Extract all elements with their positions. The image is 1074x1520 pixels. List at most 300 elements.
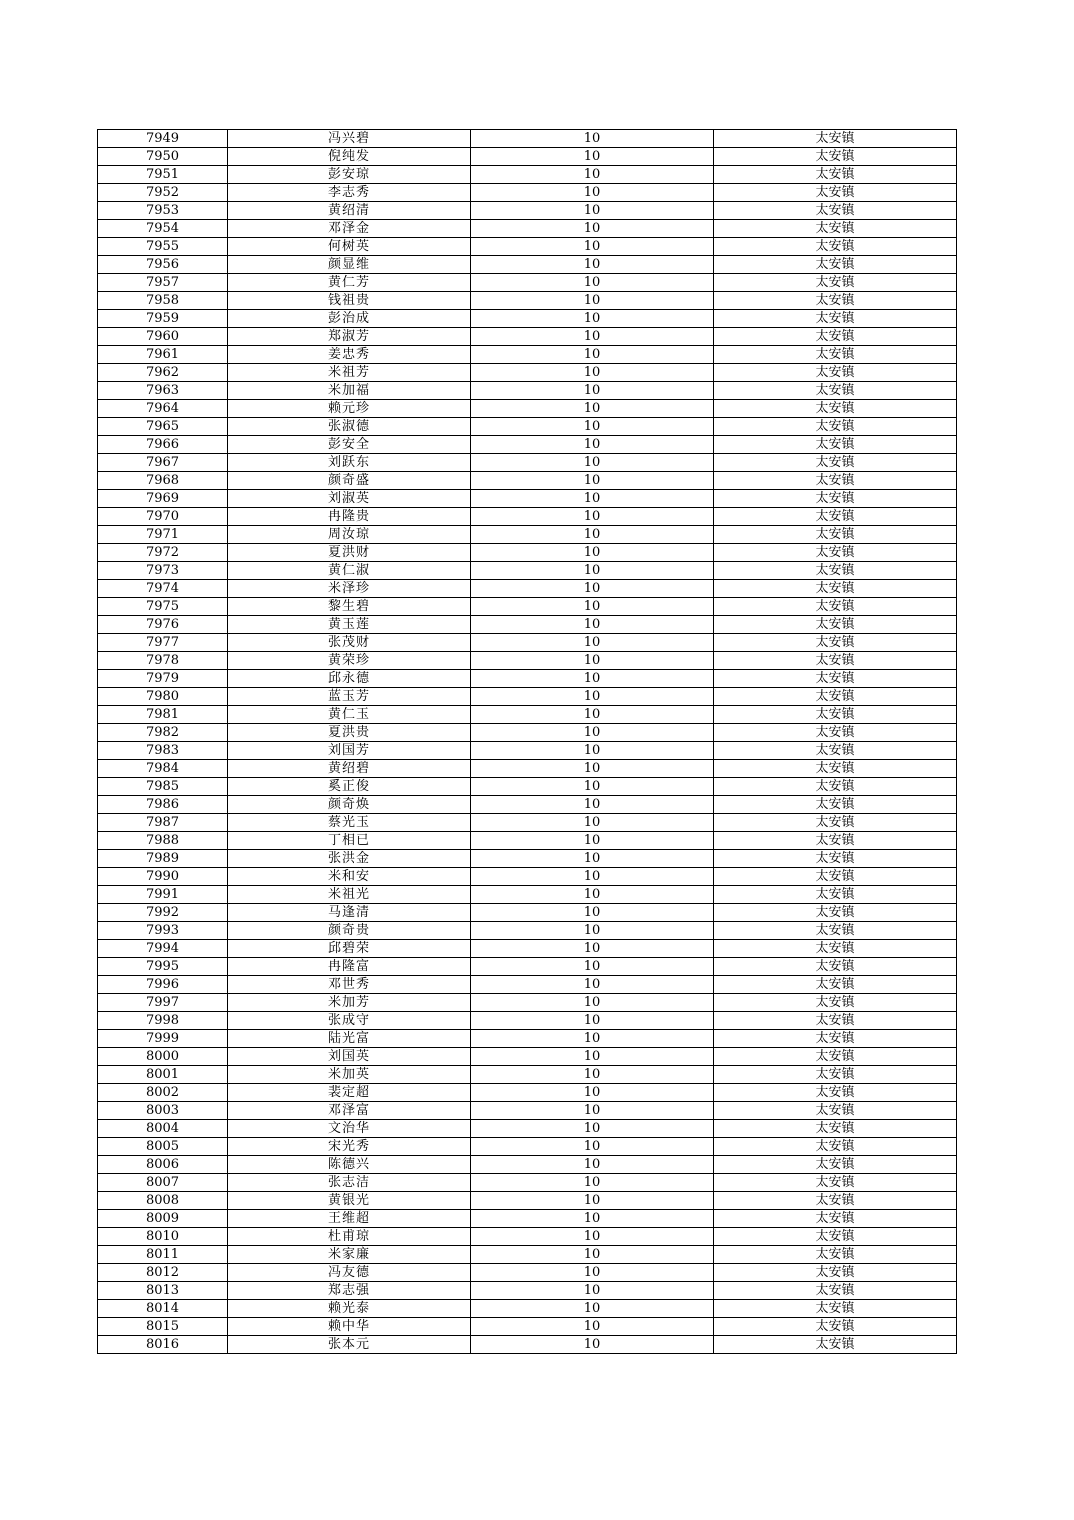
amount-cell: 10 <box>471 238 714 256</box>
person-name-cell: 颜奇焕 <box>228 796 471 814</box>
town-cell: 太安镇 <box>714 1102 957 1120</box>
amount-cell: 10 <box>471 292 714 310</box>
town-cell: 太安镇 <box>714 1048 957 1066</box>
table-row <box>98 436 957 454</box>
table-row <box>98 1048 957 1066</box>
amount-cell: 10 <box>471 1228 714 1246</box>
person-name-cell: 冉隆富 <box>228 958 471 976</box>
amount-cell: 10 <box>471 670 714 688</box>
amount-cell: 10 <box>471 994 714 1012</box>
town-cell: 太安镇 <box>714 796 957 814</box>
row-number-cell: 8006 <box>98 1156 228 1174</box>
person-name-cell: 米祖芳 <box>228 364 471 382</box>
amount-cell: 10 <box>471 418 714 436</box>
row-number-cell: 7974 <box>98 580 228 598</box>
row-number-cell: 8010 <box>98 1228 228 1246</box>
amount-cell: 10 <box>471 202 714 220</box>
town-cell: 太安镇 <box>714 724 957 742</box>
town-cell: 太安镇 <box>714 202 957 220</box>
town-cell: 太安镇 <box>714 1120 957 1138</box>
town-cell: 太安镇 <box>714 1066 957 1084</box>
table-row <box>98 760 957 778</box>
row-number-cell: 7965 <box>98 418 228 436</box>
row-number-cell: 7987 <box>98 814 228 832</box>
person-name-cell: 黄仁玉 <box>228 706 471 724</box>
person-name-cell: 刘跃东 <box>228 454 471 472</box>
table-row <box>98 1336 957 1354</box>
amount-cell: 10 <box>471 382 714 400</box>
person-name-cell: 张成守 <box>228 1012 471 1030</box>
amount-cell: 10 <box>471 562 714 580</box>
row-number-cell: 7975 <box>98 598 228 616</box>
town-cell: 太安镇 <box>714 1138 957 1156</box>
person-name-cell: 黄仁淑 <box>228 562 471 580</box>
row-number-cell: 7966 <box>98 436 228 454</box>
town-cell: 太安镇 <box>714 1282 957 1300</box>
row-number-cell: 7952 <box>98 184 228 202</box>
person-name-cell: 邓泽金 <box>228 220 471 238</box>
row-number-cell: 7971 <box>98 526 228 544</box>
amount-cell: 10 <box>471 1174 714 1192</box>
table-row <box>98 274 957 292</box>
table-row <box>98 1102 957 1120</box>
table-row <box>98 1282 957 1300</box>
town-cell: 太安镇 <box>714 652 957 670</box>
table-row <box>98 1030 957 1048</box>
row-number-cell: 7976 <box>98 616 228 634</box>
person-name-cell: 张本元 <box>228 1336 471 1354</box>
person-name-cell: 邱碧荣 <box>228 940 471 958</box>
town-cell: 太安镇 <box>714 418 957 436</box>
person-name-cell: 夏洪贵 <box>228 724 471 742</box>
town-cell: 太安镇 <box>714 184 957 202</box>
row-number-cell: 7978 <box>98 652 228 670</box>
person-name-cell: 王维超 <box>228 1210 471 1228</box>
table-row <box>98 202 957 220</box>
row-number-cell: 7967 <box>98 454 228 472</box>
roster-table-body <box>98 130 957 1354</box>
town-cell: 太安镇 <box>714 166 957 184</box>
person-name-cell: 钱祖贵 <box>228 292 471 310</box>
person-name-cell: 郑淑芳 <box>228 328 471 346</box>
amount-cell: 10 <box>471 1246 714 1264</box>
town-cell: 太安镇 <box>714 292 957 310</box>
row-number-cell: 7996 <box>98 976 228 994</box>
town-cell: 太安镇 <box>714 1084 957 1102</box>
row-number-cell: 7979 <box>98 670 228 688</box>
person-name-cell: 米加福 <box>228 382 471 400</box>
amount-cell: 10 <box>471 1012 714 1030</box>
person-name-cell: 裴定超 <box>228 1084 471 1102</box>
row-number-cell: 7950 <box>98 148 228 166</box>
row-number-cell: 7953 <box>98 202 228 220</box>
amount-cell: 10 <box>471 346 714 364</box>
table-row <box>98 1120 957 1138</box>
row-number-cell: 7980 <box>98 688 228 706</box>
person-name-cell: 姜忠秀 <box>228 346 471 364</box>
row-number-cell: 8000 <box>98 1048 228 1066</box>
row-number-cell: 7957 <box>98 274 228 292</box>
town-cell: 太安镇 <box>714 490 957 508</box>
table-row <box>98 814 957 832</box>
town-cell: 太安镇 <box>714 760 957 778</box>
row-number-cell: 7973 <box>98 562 228 580</box>
table-row <box>98 544 957 562</box>
town-cell: 太安镇 <box>714 454 957 472</box>
town-cell: 太安镇 <box>714 346 957 364</box>
row-number-cell: 8007 <box>98 1174 228 1192</box>
town-cell: 太安镇 <box>714 1318 957 1336</box>
person-name-cell: 米家廉 <box>228 1246 471 1264</box>
table-row <box>98 310 957 328</box>
row-number-cell: 7961 <box>98 346 228 364</box>
person-name-cell: 黄荣珍 <box>228 652 471 670</box>
row-number-cell: 7960 <box>98 328 228 346</box>
person-name-cell: 彭治成 <box>228 310 471 328</box>
town-cell: 太安镇 <box>714 868 957 886</box>
amount-cell: 10 <box>471 1138 714 1156</box>
town-cell: 太安镇 <box>714 778 957 796</box>
table-row <box>98 400 957 418</box>
person-name-cell: 张淑德 <box>228 418 471 436</box>
row-number-cell: 7955 <box>98 238 228 256</box>
table-row <box>98 958 957 976</box>
town-cell: 太安镇 <box>714 436 957 454</box>
table-row <box>98 904 957 922</box>
amount-cell: 10 <box>471 148 714 166</box>
table-row <box>98 1156 957 1174</box>
town-cell: 太安镇 <box>714 670 957 688</box>
table-row <box>98 472 957 490</box>
amount-cell: 10 <box>471 1048 714 1066</box>
row-number-cell: 7963 <box>98 382 228 400</box>
amount-cell: 10 <box>471 688 714 706</box>
amount-cell: 10 <box>471 1084 714 1102</box>
town-cell: 太安镇 <box>714 400 957 418</box>
table-row <box>98 886 957 904</box>
table-row <box>98 1264 957 1282</box>
row-number-cell: 7983 <box>98 742 228 760</box>
table-row <box>98 1084 957 1102</box>
table-row <box>98 850 957 868</box>
person-name-cell: 彭安琼 <box>228 166 471 184</box>
table-row <box>98 490 957 508</box>
table-row <box>98 292 957 310</box>
table-row <box>98 1012 957 1030</box>
person-name-cell: 宋光秀 <box>228 1138 471 1156</box>
person-name-cell: 黄仁芳 <box>228 274 471 292</box>
person-name-cell: 冯兴碧 <box>228 130 471 148</box>
person-name-cell: 赖中华 <box>228 1318 471 1336</box>
person-name-cell: 颜显维 <box>228 256 471 274</box>
town-cell: 太安镇 <box>714 472 957 490</box>
amount-cell: 10 <box>471 958 714 976</box>
amount-cell: 10 <box>471 616 714 634</box>
town-cell: 太安镇 <box>714 742 957 760</box>
row-number-cell: 7988 <box>98 832 228 850</box>
amount-cell: 10 <box>471 580 714 598</box>
person-name-cell: 米加英 <box>228 1066 471 1084</box>
person-name-cell: 奚正俊 <box>228 778 471 796</box>
town-cell: 太安镇 <box>714 1174 957 1192</box>
person-name-cell: 蓝玉芳 <box>228 688 471 706</box>
amount-cell: 10 <box>471 328 714 346</box>
person-name-cell: 颜奇贵 <box>228 922 471 940</box>
town-cell: 太安镇 <box>714 544 957 562</box>
amount-cell: 10 <box>471 544 714 562</box>
table-row <box>98 526 957 544</box>
table-row <box>98 364 957 382</box>
row-number-cell: 7984 <box>98 760 228 778</box>
table-row <box>98 328 957 346</box>
table-row <box>98 634 957 652</box>
amount-cell: 10 <box>471 1156 714 1174</box>
town-cell: 太安镇 <box>714 526 957 544</box>
row-number-cell: 8012 <box>98 1264 228 1282</box>
town-cell: 太安镇 <box>714 364 957 382</box>
table-row <box>98 562 957 580</box>
table-row <box>98 1246 957 1264</box>
table-row <box>98 796 957 814</box>
amount-cell: 10 <box>471 778 714 796</box>
row-number-cell: 7964 <box>98 400 228 418</box>
row-number-cell: 7998 <box>98 1012 228 1030</box>
row-number-cell: 7989 <box>98 850 228 868</box>
amount-cell: 10 <box>471 760 714 778</box>
amount-cell: 10 <box>471 364 714 382</box>
row-number-cell: 8009 <box>98 1210 228 1228</box>
town-cell: 太安镇 <box>714 958 957 976</box>
amount-cell: 10 <box>471 850 714 868</box>
person-name-cell: 颜奇盛 <box>228 472 471 490</box>
town-cell: 太安镇 <box>714 904 957 922</box>
town-cell: 太安镇 <box>714 1264 957 1282</box>
table-row <box>98 1192 957 1210</box>
table-row <box>98 976 957 994</box>
row-number-cell: 7991 <box>98 886 228 904</box>
amount-cell: 10 <box>471 1102 714 1120</box>
row-number-cell: 7969 <box>98 490 228 508</box>
table-row <box>98 1300 957 1318</box>
row-number-cell: 8016 <box>98 1336 228 1354</box>
table-row <box>98 1066 957 1084</box>
table-row <box>98 508 957 526</box>
row-number-cell: 7985 <box>98 778 228 796</box>
town-cell: 太安镇 <box>714 1192 957 1210</box>
table-row <box>98 148 957 166</box>
row-number-cell: 7970 <box>98 508 228 526</box>
person-name-cell: 冯友德 <box>228 1264 471 1282</box>
amount-cell: 10 <box>471 526 714 544</box>
town-cell: 太安镇 <box>714 130 957 148</box>
town-cell: 太安镇 <box>714 256 957 274</box>
amount-cell: 10 <box>471 1210 714 1228</box>
amount-cell: 10 <box>471 1066 714 1084</box>
row-number-cell: 7999 <box>98 1030 228 1048</box>
amount-cell: 10 <box>471 742 714 760</box>
person-name-cell: 米祖光 <box>228 886 471 904</box>
amount-cell: 10 <box>471 940 714 958</box>
amount-cell: 10 <box>471 1282 714 1300</box>
person-name-cell: 蔡光玉 <box>228 814 471 832</box>
table-row <box>98 1318 957 1336</box>
town-cell: 太安镇 <box>714 598 957 616</box>
row-number-cell: 7982 <box>98 724 228 742</box>
amount-cell: 10 <box>471 1318 714 1336</box>
row-number-cell: 7972 <box>98 544 228 562</box>
row-number-cell: 8004 <box>98 1120 228 1138</box>
person-name-cell: 赖元珍 <box>228 400 471 418</box>
amount-cell: 10 <box>471 652 714 670</box>
town-cell: 太安镇 <box>714 850 957 868</box>
amount-cell: 10 <box>471 886 714 904</box>
table-row <box>98 652 957 670</box>
town-cell: 太安镇 <box>714 274 957 292</box>
amount-cell: 10 <box>471 166 714 184</box>
person-name-cell: 米泽珍 <box>228 580 471 598</box>
person-name-cell: 陈德兴 <box>228 1156 471 1174</box>
row-number-cell: 7958 <box>98 292 228 310</box>
row-number-cell: 8008 <box>98 1192 228 1210</box>
amount-cell: 10 <box>471 922 714 940</box>
table-row <box>98 724 957 742</box>
town-cell: 太安镇 <box>714 328 957 346</box>
person-name-cell: 周汝琼 <box>228 526 471 544</box>
amount-cell: 10 <box>471 400 714 418</box>
table-row <box>98 256 957 274</box>
table-row <box>98 598 957 616</box>
person-name-cell: 米加芳 <box>228 994 471 1012</box>
row-number-cell: 8003 <box>98 1102 228 1120</box>
amount-cell: 10 <box>471 868 714 886</box>
table-row <box>98 922 957 940</box>
person-name-cell: 丁相已 <box>228 832 471 850</box>
row-number-cell: 8002 <box>98 1084 228 1102</box>
amount-cell: 10 <box>471 508 714 526</box>
town-cell: 太安镇 <box>714 220 957 238</box>
person-name-cell: 郑志强 <box>228 1282 471 1300</box>
town-cell: 太安镇 <box>714 148 957 166</box>
town-cell: 太安镇 <box>714 310 957 328</box>
row-number-cell: 8001 <box>98 1066 228 1084</box>
person-name-cell: 黎生碧 <box>228 598 471 616</box>
amount-cell: 10 <box>471 814 714 832</box>
town-cell: 太安镇 <box>714 814 957 832</box>
person-name-cell: 刘淑英 <box>228 490 471 508</box>
table-row <box>98 184 957 202</box>
person-name-cell: 彭安全 <box>228 436 471 454</box>
town-cell: 太安镇 <box>714 1030 957 1048</box>
person-name-cell: 李志秀 <box>228 184 471 202</box>
person-name-cell: 黄绍清 <box>228 202 471 220</box>
amount-cell: 10 <box>471 796 714 814</box>
amount-cell: 10 <box>471 472 714 490</box>
row-number-cell: 8015 <box>98 1318 228 1336</box>
table-row <box>98 742 957 760</box>
amount-cell: 10 <box>471 436 714 454</box>
table-row <box>98 868 957 886</box>
amount-cell: 10 <box>471 724 714 742</box>
table-row <box>98 832 957 850</box>
row-number-cell: 7951 <box>98 166 228 184</box>
row-number-cell: 7997 <box>98 994 228 1012</box>
town-cell: 太安镇 <box>714 1246 957 1264</box>
person-name-cell: 邱永德 <box>228 670 471 688</box>
table-row <box>98 238 957 256</box>
town-cell: 太安镇 <box>714 922 957 940</box>
row-number-cell: 7949 <box>98 130 228 148</box>
table-row <box>98 1174 957 1192</box>
row-number-cell: 8014 <box>98 1300 228 1318</box>
amount-cell: 10 <box>471 1030 714 1048</box>
person-name-cell: 邓泽富 <box>228 1102 471 1120</box>
town-cell: 太安镇 <box>714 886 957 904</box>
amount-cell: 10 <box>471 184 714 202</box>
person-name-cell: 文治华 <box>228 1120 471 1138</box>
row-number-cell: 7981 <box>98 706 228 724</box>
town-cell: 太安镇 <box>714 616 957 634</box>
table-row <box>98 940 957 958</box>
row-number-cell: 7962 <box>98 364 228 382</box>
row-number-cell: 7992 <box>98 904 228 922</box>
amount-cell: 10 <box>471 274 714 292</box>
row-number-cell: 7968 <box>98 472 228 490</box>
amount-cell: 10 <box>471 256 714 274</box>
town-cell: 太安镇 <box>714 1336 957 1354</box>
table-row <box>98 1228 957 1246</box>
town-cell: 太安镇 <box>714 1300 957 1318</box>
town-cell: 太安镇 <box>714 1156 957 1174</box>
row-number-cell: 8011 <box>98 1246 228 1264</box>
row-number-cell: 7954 <box>98 220 228 238</box>
person-name-cell: 张志洁 <box>228 1174 471 1192</box>
table-row <box>98 616 957 634</box>
row-number-cell: 7956 <box>98 256 228 274</box>
table-row <box>98 418 957 436</box>
person-name-cell: 黄玉莲 <box>228 616 471 634</box>
amount-cell: 10 <box>471 976 714 994</box>
table-row <box>98 688 957 706</box>
table-row <box>98 994 957 1012</box>
person-name-cell: 黄绍碧 <box>228 760 471 778</box>
amount-cell: 10 <box>471 454 714 472</box>
person-name-cell: 刘国英 <box>228 1048 471 1066</box>
person-name-cell: 倪纯发 <box>228 148 471 166</box>
table-row <box>98 1210 957 1228</box>
table-row <box>98 166 957 184</box>
row-number-cell: 8013 <box>98 1282 228 1300</box>
town-cell: 太安镇 <box>714 832 957 850</box>
town-cell: 太安镇 <box>714 580 957 598</box>
town-cell: 太安镇 <box>714 634 957 652</box>
amount-cell: 10 <box>471 634 714 652</box>
table-row <box>98 382 957 400</box>
row-number-cell: 7959 <box>98 310 228 328</box>
row-number-cell: 7986 <box>98 796 228 814</box>
person-name-cell: 马逢清 <box>228 904 471 922</box>
amount-cell: 10 <box>471 310 714 328</box>
person-name-cell: 赖光泰 <box>228 1300 471 1318</box>
town-cell: 太安镇 <box>714 508 957 526</box>
person-name-cell: 张茂财 <box>228 634 471 652</box>
table-row <box>98 1138 957 1156</box>
town-cell: 太安镇 <box>714 976 957 994</box>
town-cell: 太安镇 <box>714 994 957 1012</box>
town-cell: 太安镇 <box>714 238 957 256</box>
amount-cell: 10 <box>471 130 714 148</box>
row-number-cell: 7994 <box>98 940 228 958</box>
person-name-cell: 刘国芳 <box>228 742 471 760</box>
